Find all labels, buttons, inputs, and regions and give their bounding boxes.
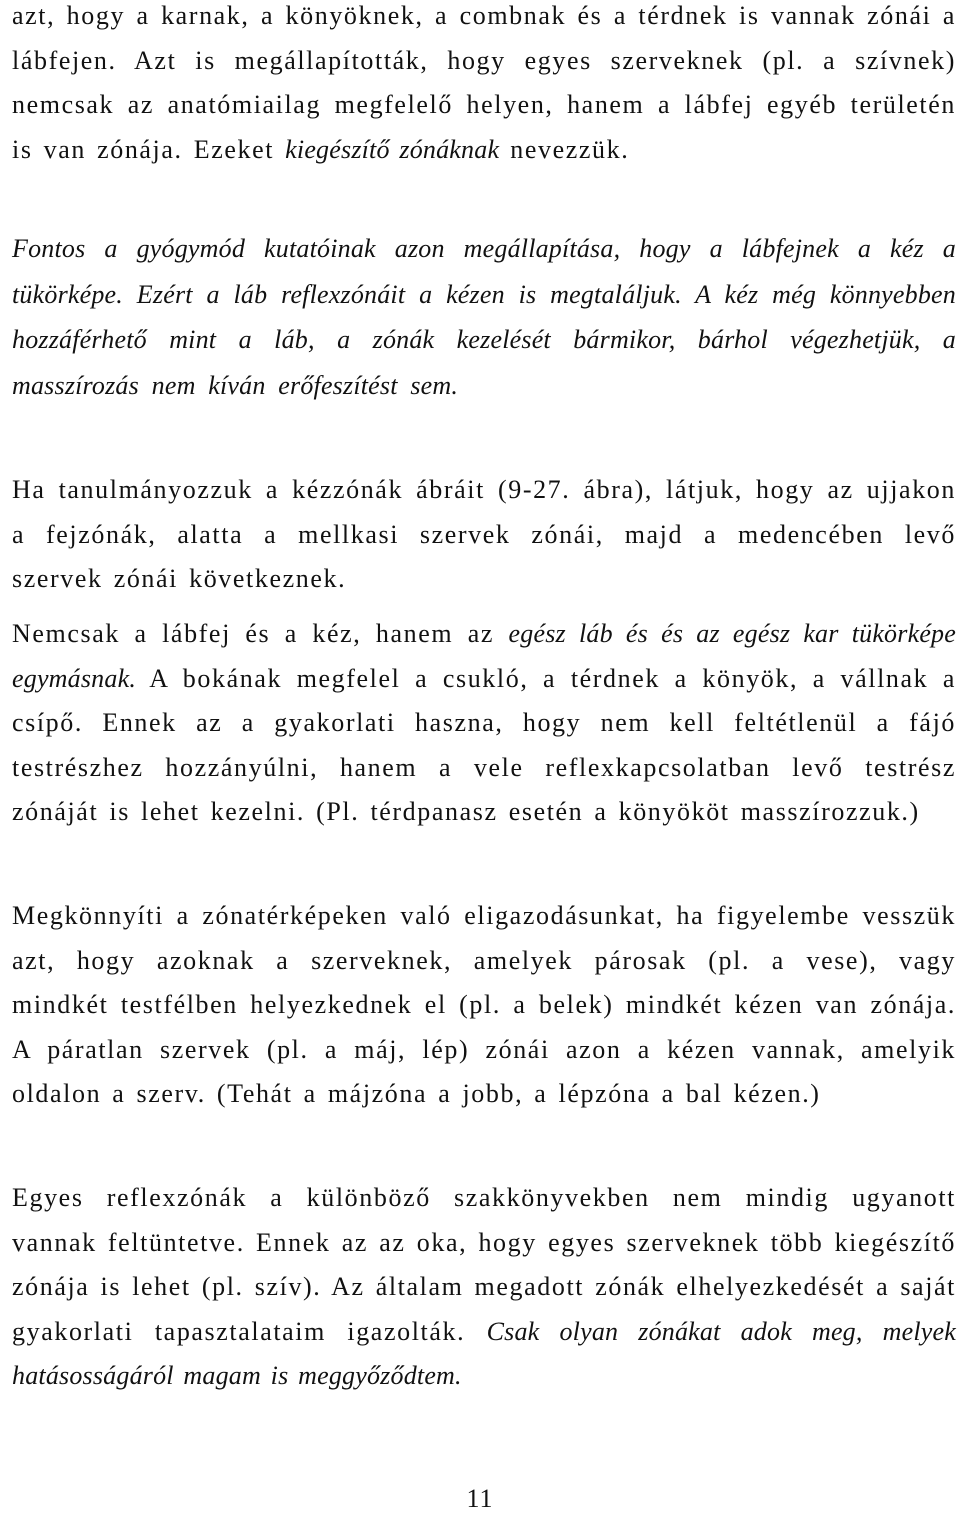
- paragraph-1: [12, 0, 956, 172]
- paragraph-5: Megkönnyíti a zónatérképeken való eligazodásunkat, ha figyelembe vesszük azt, hogy azoknak a szerveknek, amelyek párosak (pl. a vese), vagy mindkét testfélben helyezkednek el (pl. a belek) mindkét kézen van zónája. A páratlan szervek (pl. a máj, lép) zónái azon a kézen vannak, amelyik oldalon a szerv. (Tehát a májzóna a jobb, a lépzóna a bal kézen.): [12, 901, 956, 1108]
- paragraph-3: Ha tanulmányozzuk a kézzónák ábráit (9-27. ábra), látjuk, hogy az ujjakon a fejzónák, alatta a mellkasi szervek zónái, majd a medencében levő szervek zónái következnek.: [12, 475, 956, 593]
- paragraph-1-text-a: azt, hogy a karnak, a könyöknek, a combnak és a térdnek is vannak zónái a lábfejen. Azt is megállapították, hogy egyes szerveknek (pl. a szívnek) nemcsak az anatómiailag megfelelő helyen, hanem a lábfej egyéb területén is van zónája. Ezeket: [12, 1, 956, 164]
- paragraph-4-text-a: Nemcsak a lábfej és a kéz, hanem az: [12, 619, 509, 648]
- paragraph-4-text-c: A bokának megfelel a csukló, a térdnek a könyök, a vállnak a csípő. Ennek az a gyakorlati haszna, hogy nem kell feltétlenül a fájó testrészhez hozzányúlni, hanem a vele reflexkapcsolatban levő testrész zónáját is lehet kezelni. (Pl. térdpanasz esetén a könyököt masszírozzuk.): [12, 663, 956, 826]
- page-number: 11: [466, 1484, 494, 1513]
- paragraph-1-text-c: nevezzük.: [499, 134, 630, 164]
- paragraph-2: Fontos a gyógymód kutatóinak azon megállapítása, hogy a lábfejnek a kéz a tükörképe. Ezért a láb reflexzónáit a kézen is megtaláljuk. A kéz még könnyebben hozzáférhető mint a láb, a zónák kezelését bármikor, bárhol végezhetjük, a masszírozás nem kíván erőfeszítést sem.: [12, 234, 956, 400]
- paragraph-1-emphasis: kiegészítő zónáknak: [285, 134, 500, 164]
- paragraph-6-text-a: Egyes reflexzónák a különböző szakkönyvekben nem mindig ugyanott vannak feltüntetve. Ennek az az oka, hogy egyes szerveknek több kiegészítő zónája is lehet (pl. szív). Az általam megadott zónák elhelyezkedését a saját gyakorlati tapasztalataim igazolták.: [12, 1183, 956, 1346]
- paragraph-6-emphasis: Csak olyan zónákat adok meg, melyek hatásosságáról magam is meggyőződtem.: [12, 1316, 956, 1390]
- paragraph-4: [12, 612, 956, 835]
- paragraph-4-emphasis: egész láb és és az egész kar tükörképe egymásnak.: [12, 619, 956, 693]
- paragraph-6: [12, 1176, 956, 1399]
